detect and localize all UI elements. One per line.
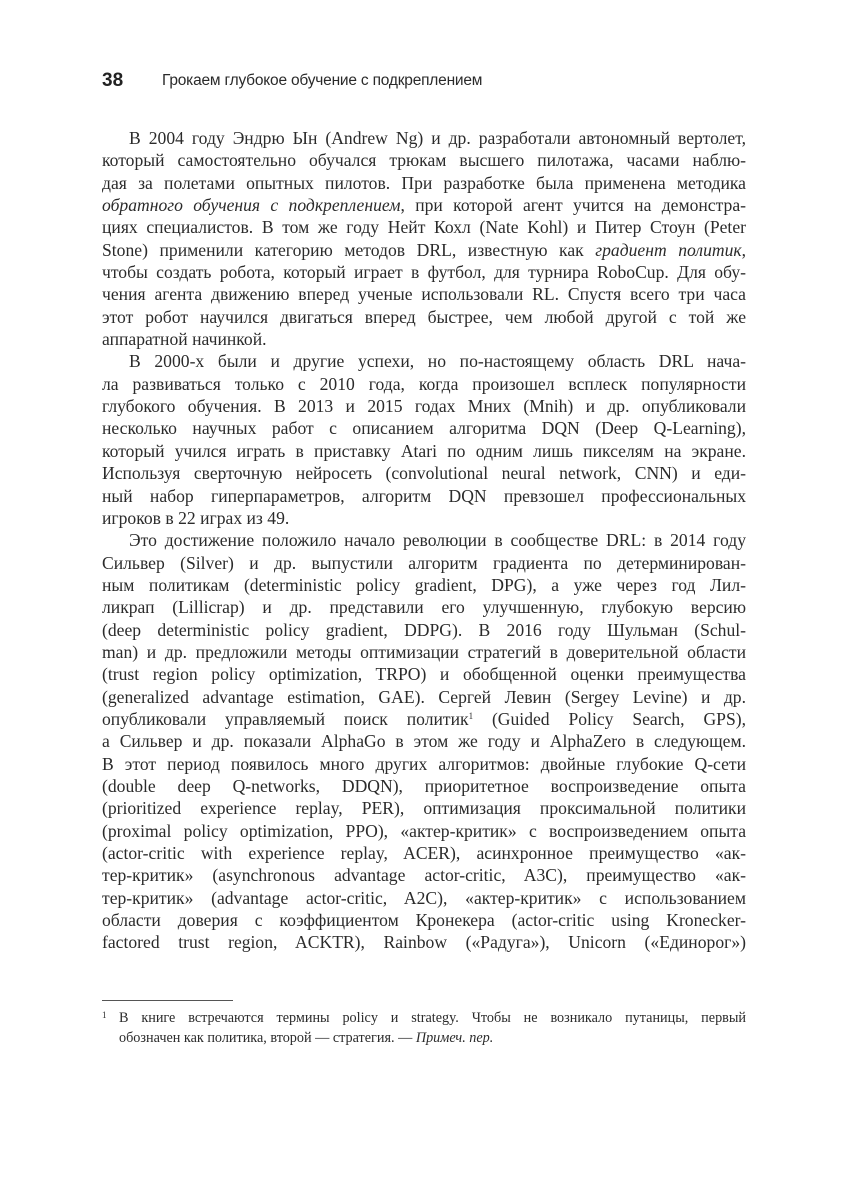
text-line: ный набор гиперпараметров, алгоритм DQN превзошел профессиональных [102,485,746,506]
text-line: factored trust region, ACKTR), Rainbow («Радуга»), Unicorn («Единорог») [102,932,746,953]
text-line: Это достижение положило начало революции в сообществе DRL: в 2014 году [129,530,746,551]
text-line: Используя сверточную нейросеть (convolutional neural network, CNN) и еди- [102,463,746,484]
running-title: Грокаем глубокое обучение с подкреплением [162,72,483,89]
text-line: а Сильвер и др. показали AlphaGo в этом же году и AlphaZero в следующем. [102,731,746,752]
text-line: обратного обучения с подкреплением, при которой агент учится на демонстра- [102,195,746,216]
text-line: тер-критик» (advantage actor-critic, A2C), «актер-критик» с использованием [102,887,746,908]
text-line: Stone) применили категорию методов DRL, известную как градиент политик, [102,239,746,260]
text-line: опубликовали управляемый поиск политик$^1$ (Guided Policy Search, GPS), [102,708,746,729]
text-line: дая за полетами опытных пилотов. При разработке была применена методика [102,172,746,193]
text-line: (trust region policy optimization, TRPO) и обобщенной оценки преимущества [102,664,746,685]
text-line: циях специалистов. В том же году Нейт Кохл (Nate Kohl) и Питер Стоун (Peter [102,217,746,238]
translator-note: Примеч. пер. [415,1030,494,1046]
footnote-line: обозначен как политика, второй — стратегия. — Примеч. пер. [119,1030,494,1046]
italic-term: обратного обучения с подкреплением [102,195,401,216]
text-line: ным политикам (deterministic policy gradient, DPG), а уже через год Лил- [102,574,746,595]
text-line: который учился играть в приставку Atari по одним лишь пикселям на экране. [102,440,746,461]
footnote-line: В книге встречаются термины policy и strategy. Чтобы не возникало путаницы, первый [119,1010,746,1026]
text-line: ла развиваться только с 2010 года, когда произошел всплеск популярности [102,373,746,394]
text-line: В этот период появилось много других алгоритмов: двойные глубокие Q-сети [102,753,746,774]
text-line: (deep deterministic policy gradient, DDPG). В 2016 году Шульман (Schul- [102,619,746,640]
text-line: несколько научных работ с описанием алгоритма DQN (Deep Q-Learning), [102,418,746,439]
text-line: этот робот научился двигаться вперед быстрее, чем любой другой с той же [102,306,746,327]
footnote-divider [102,1000,233,1001]
text-line: области доверия с коэффициентом Кронекера (actor-critic using Kronecker- [102,910,746,931]
text-line: тер-критик» (asynchronous advantage actor-critic, A3C), преимущество «ак- [102,865,746,886]
paragraph [102,350,746,529]
text-line: man) и др. предложили методы оптимизации стратегий в доверительной области [102,641,746,662]
page-number: 38 [102,70,124,91]
text-line: (prioritized experience replay, PER), оптимизация проксимальной политики [102,798,746,819]
text-line: (actor-critic with experience replay, ACER), асинхронное преимущество «ак- [102,843,746,863]
footnote-marker: 1 [102,1010,107,1020]
footnote-reference[interactable]: 1 [468,710,474,721]
text-line: (double deep Q-networks, DDQN), приоритетное воспроизведение опыта [102,775,746,796]
text-line: ликрап (Lillicrap) и др. представили его улучшенную, глубокую версию [102,597,746,618]
text-line: который самостоятельно обучался трюкам высшего пилотажа, часами наблю- [102,150,746,171]
text-line: чтобы создать робота, который играет в футбол, для турнира RoboCup. Для обу- [102,262,746,283]
paragraph [102,127,746,350]
footnote [102,1008,746,1048]
text-line: игроков в 22 играх из 49. [102,507,290,528]
paragraph [102,529,746,954]
italic-term: градиент политик [595,239,742,260]
text-line: (generalized advantage estimation, GAE). Сергей Левин (Sergey Levine) и др. [102,686,746,707]
text-line: глубокого обучения. В 2013 и 2015 годах Мних (Mnih) и др. опубликовали [102,396,746,417]
text-line: Сильвер (Silver) и др. выпустили алгоритм градиента по детерминирован- [102,552,746,573]
text-line: (proximal policy optimization, PPO), «актер-критик» с воспроизведением опыта [102,820,746,841]
text-line: В 2004 году Эндрю Ын (Andrew Ng) и др. разработали автономный вертолет, [129,128,746,148]
body-text [102,127,746,954]
text-line: чения агента движению вперед ученые использовали RL. Спустя всего три часа [102,284,746,305]
text-line: аппаратной начинкой. [102,329,267,350]
text-line: В 2000-х были и другие успехи, но по-настоящему область DRL нача- [129,351,746,372]
